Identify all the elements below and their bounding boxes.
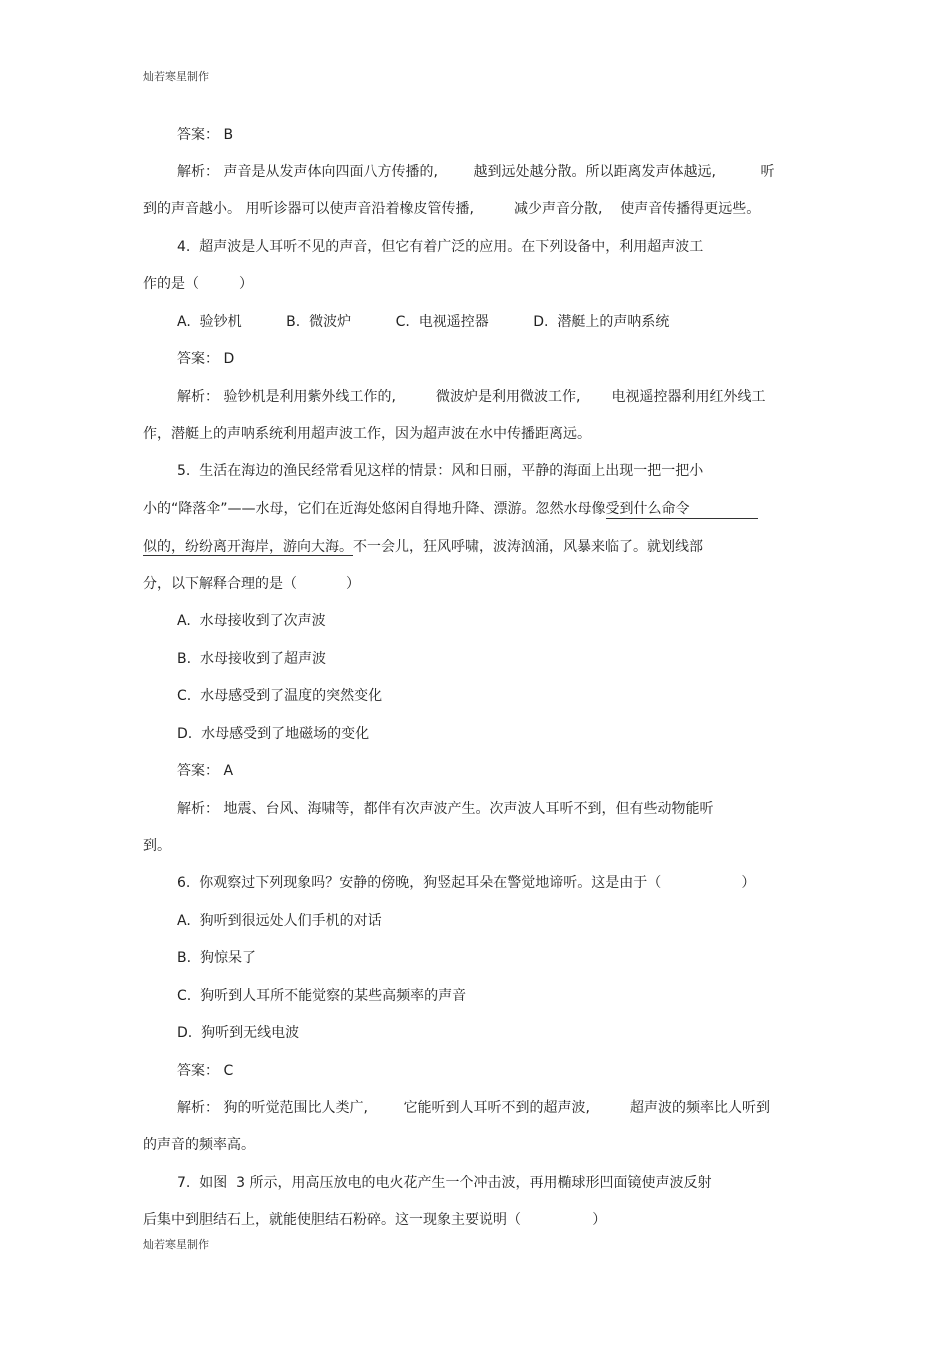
explanation-3-line2: 到的声音越小。 用听诊器可以使声音沿着橡皮管传播, 减少声音分散, 使声音传播得更远些。 bbox=[143, 201, 761, 217]
answer-5: 答案： A bbox=[177, 763, 234, 779]
question-5-line4: 分，以下解释合理的是（ ） bbox=[143, 576, 360, 592]
question-5-line2 bbox=[143, 500, 758, 519]
answer-4: 答案： D bbox=[177, 351, 235, 367]
option-5a: A. 水母接收到了次声波 bbox=[177, 613, 326, 629]
question-5-text: 不一会儿，狂风呼啸，波涛汹涌，风暴来临了。就划线部 bbox=[353, 539, 703, 555]
option-6d: D. 狗听到无线电波 bbox=[177, 1025, 300, 1041]
answer-3: 答案： B bbox=[177, 127, 234, 143]
underlined-text: 似的，纷纷离开海岸，游向大海。 bbox=[143, 539, 353, 555]
question-4-line2: 作的是（ ） bbox=[143, 276, 254, 292]
option-6c: C. 狗听到人耳所不能觉察的某些高频率的声音 bbox=[177, 988, 467, 1004]
option-6a: A. 狗听到很远处人们手机的对话 bbox=[177, 913, 382, 929]
question-7-line1: 7. 如图 3 所示，用高压放电的电火花产生一个冲击波，再用椭球形凹面镜使声波反射 bbox=[177, 1175, 712, 1191]
answer-6: 答案： C bbox=[177, 1063, 234, 1079]
underlined-text: 受到什么命令 bbox=[606, 500, 758, 519]
question-4-line1: 4. 超声波是人耳听不见的声音，但它有着广泛的应用。在下列设备中，利用超声波工 bbox=[177, 239, 704, 255]
option-5d: D. 水母感受到了地磁场的变化 bbox=[177, 726, 370, 742]
question-5-text: 小的“降落伞”——水母，它们在近海处悠闲自得地升降、漂游。忽然水母像 bbox=[143, 501, 606, 517]
question-7-line2: 后集中到胆结石上，就能使胆结石粉碎。这一现象主要说明（ ） bbox=[143, 1212, 607, 1228]
explanation-6-line1: 解析： 狗的听觉范围比人类广, 它能听到人耳听不到的超声波, 超声波的频率比人听到 bbox=[177, 1100, 771, 1116]
explanation-6-line2: 的声音的频率高。 bbox=[143, 1137, 255, 1153]
option-6b: B. 狗惊呆了 bbox=[177, 950, 256, 966]
page-footer: 灿若寒星制作 bbox=[143, 1238, 209, 1251]
page-header: 灿若寒星制作 bbox=[143, 70, 209, 83]
explanation-3-line1: 解析： 声音是从发声体向四面八方传播的, 越到远处越分散。所以距离发声体越远, 听 bbox=[177, 164, 775, 180]
option-5b: B. 水母接收到了超声波 bbox=[177, 651, 326, 667]
question-5-line1: 5. 生活在海边的渔民经常看见这样的情景：风和日丽，平静的海面上出现一把一把小 bbox=[177, 463, 704, 479]
explanation-5-line2: 到。 bbox=[143, 838, 171, 854]
question-4-options: A. 验钞机 B. 微波炉 C. 电视遥控器 D. 潜艇上的声呐系统 bbox=[177, 314, 670, 330]
question-6: 6. 你观察过下列现象吗？安静的傍晚，狗竖起耳朵在警觉地谛听。这是由于（ ） bbox=[177, 875, 756, 891]
option-5c: C. 水母感受到了温度的突然变化 bbox=[177, 688, 383, 704]
explanation-4-line1: 解析： 验钞机是利用紫外线工作的, 微波炉是利用微波工作, 电视遥控器利用红外线工 bbox=[177, 389, 766, 405]
explanation-5-line1: 解析： 地震、台风、海啸等，都伴有次声波产生。次声波人耳听不到，但有些动物能听 bbox=[177, 801, 714, 817]
question-5-line3 bbox=[143, 538, 703, 556]
explanation-4-line2: 作，潜艇上的声呐系统利用超声波工作，因为超声波在水中传播距离远。 bbox=[143, 426, 591, 442]
